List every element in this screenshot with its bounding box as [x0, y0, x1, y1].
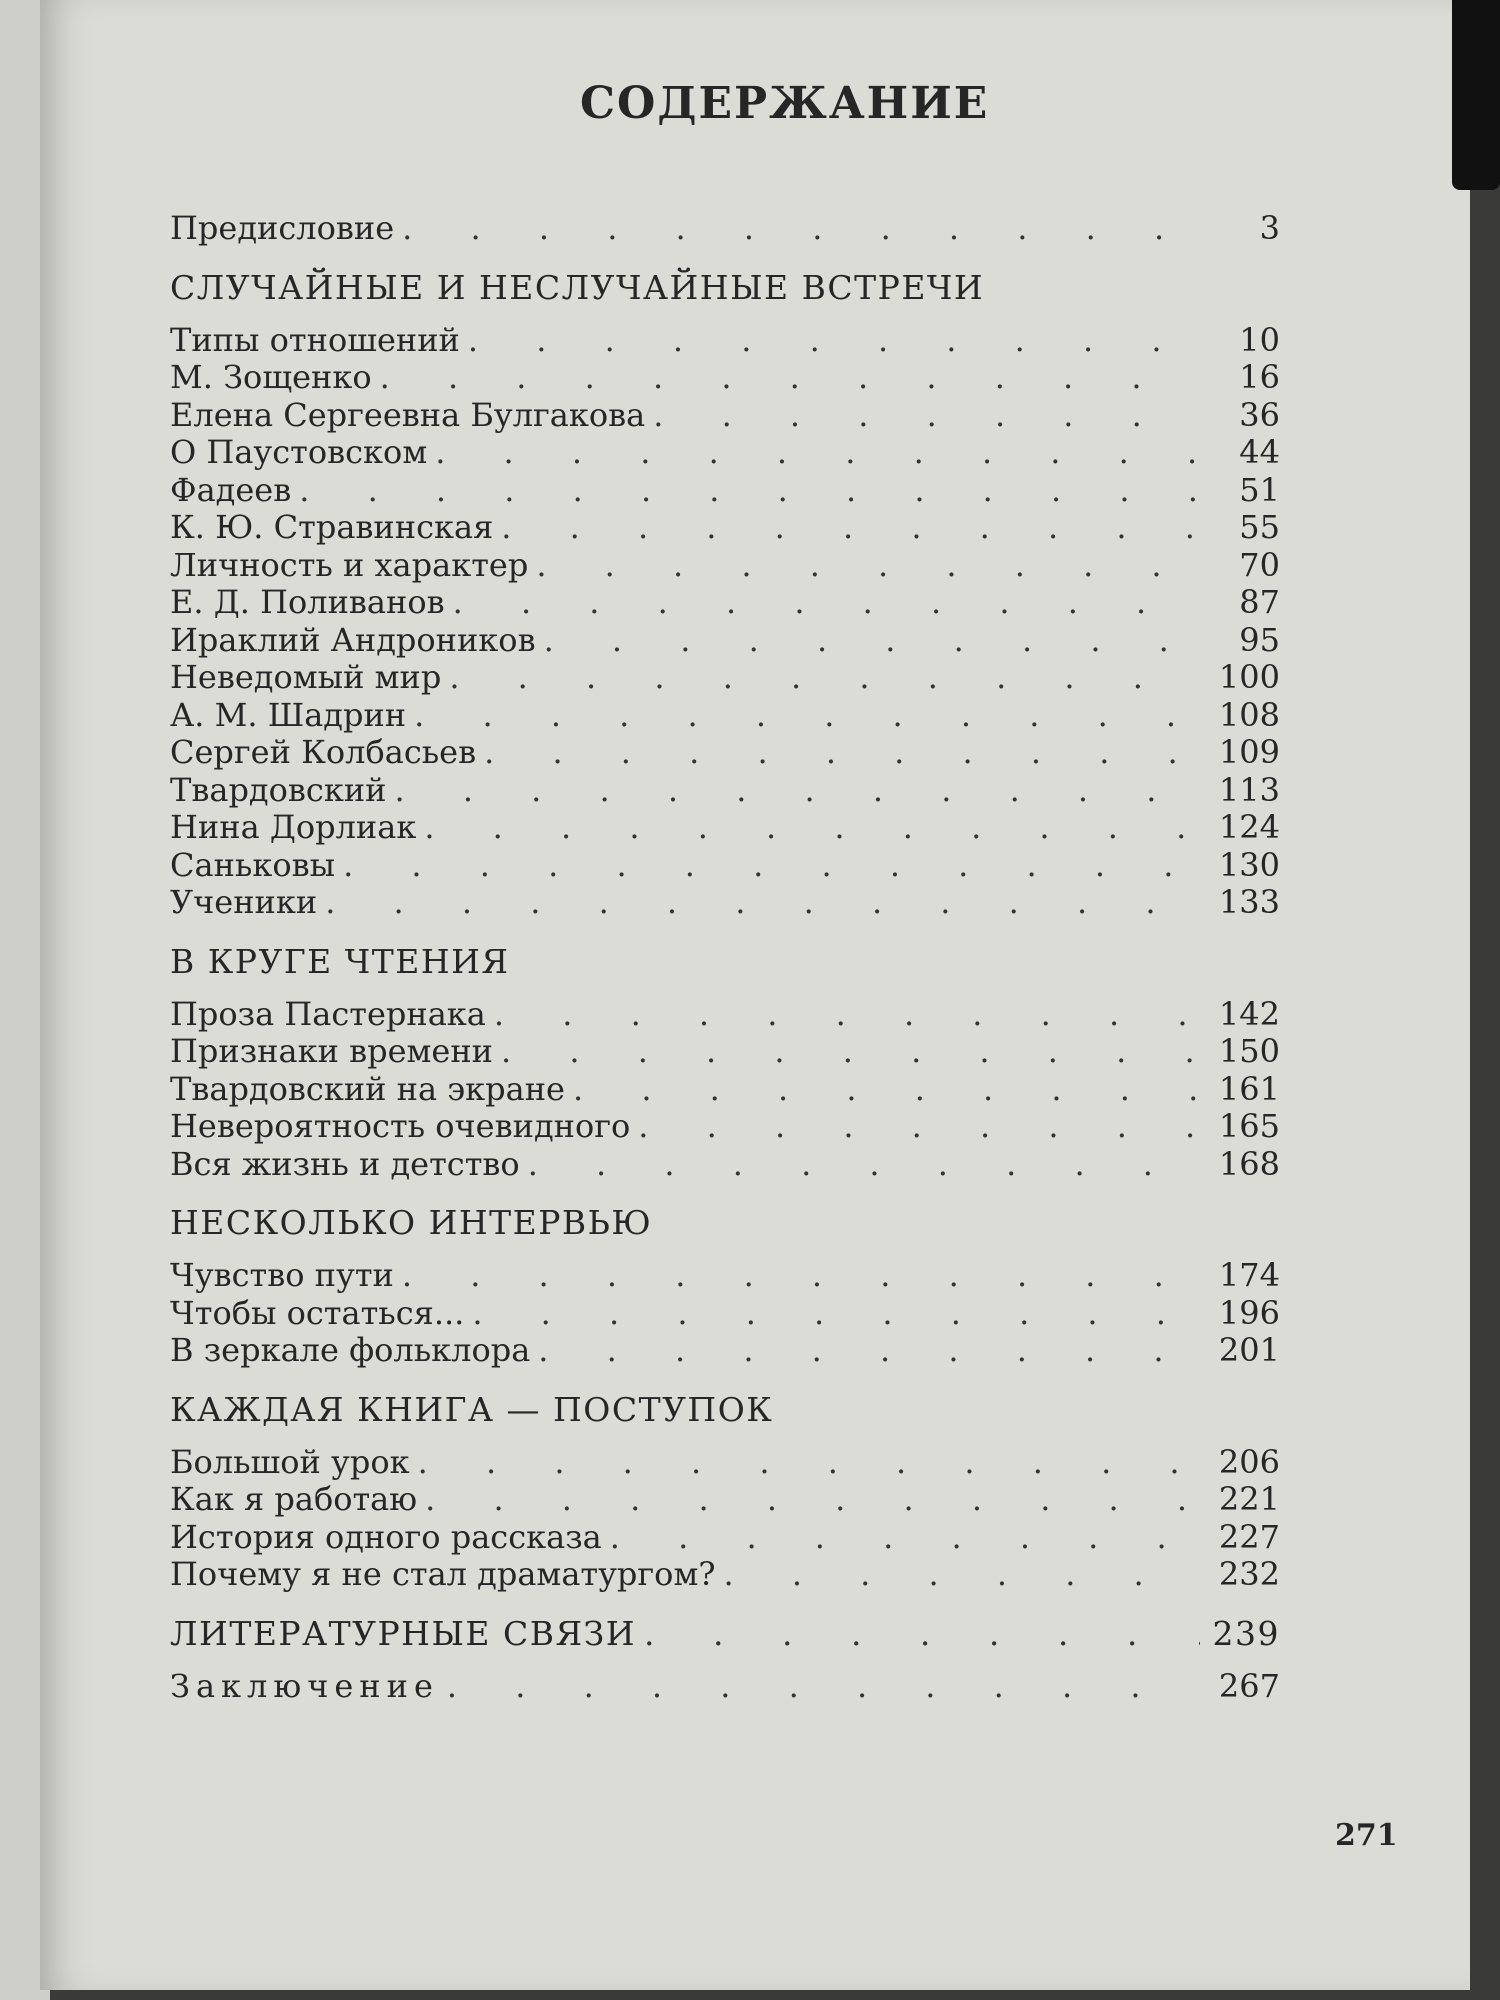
dot-leader [414, 697, 1200, 735]
toc-entry [170, 1332, 1280, 1370]
toc-entry-page: 55 [1239, 508, 1280, 546]
toc-entry-page: 36 [1239, 395, 1280, 434]
toc-entry-page: 87 [1239, 583, 1280, 621]
toc-entry [170, 1481, 1280, 1519]
toc-entry-page: 174 [1218, 1256, 1280, 1294]
toc-entry [170, 472, 1280, 510]
toc-entry-page: 168 [1218, 1144, 1280, 1183]
toc-entry-page: 239 [1212, 1613, 1280, 1653]
toc-entry-preface [170, 210, 1280, 248]
toc-entry-page: 150 [1218, 1032, 1280, 1070]
toc-entry [170, 809, 1280, 847]
binder-clip [1452, 0, 1500, 190]
toc-entry [170, 547, 1280, 585]
toc-entry [170, 1146, 1280, 1184]
toc-entry-label: О Паустовском [170, 433, 428, 471]
toc-entry [170, 622, 1280, 660]
toc-entry [170, 434, 1280, 472]
toc-entry-page: 113 [1218, 770, 1280, 809]
toc-entry-label: Ученики [170, 883, 318, 921]
toc-entry [170, 1444, 1280, 1482]
toc-entry-label: Заключение [170, 1666, 439, 1705]
section-heading: КАЖДАЯ КНИГА — ПОСТУПОК [170, 1389, 774, 1429]
dot-leader [501, 1033, 1200, 1071]
toc-entry-page: 100 [1218, 658, 1280, 696]
toc-entry-label: Предисловие [170, 209, 395, 247]
toc-entry [170, 1071, 1280, 1109]
dot-leader [544, 622, 1200, 660]
toc-entry-page: 70 [1239, 545, 1280, 584]
table-of-contents [170, 210, 1280, 1705]
toc-entry-label: Твардовский [170, 770, 387, 809]
dot-leader [394, 772, 1200, 810]
dot-leader [653, 397, 1200, 435]
toc-entry-label: Твардовский на экране [170, 1069, 565, 1108]
section-heading: СЛУЧАЙНЫЕ И НЕСЛУЧАЙНЫЕ ВСТРЕЧИ [170, 267, 985, 307]
toc-entry-label: Елена Сергеевна Булгакова [170, 395, 646, 434]
toc-entry-label: Фадеев [170, 470, 292, 509]
toc-entry-label: К. Ю. Стравинская [170, 508, 494, 546]
toc-entry-label: А. М. Шадрин [170, 695, 407, 734]
toc-entry [170, 734, 1280, 772]
toc-entry [170, 772, 1280, 810]
dot-leader [484, 734, 1200, 772]
toc-entry-page: 109 [1218, 733, 1280, 771]
dot-leader [494, 996, 1200, 1034]
toc-entry-page: 221 [1218, 1480, 1280, 1518]
dot-leader [402, 1257, 1200, 1295]
toc-entry-page: 130 [1218, 845, 1280, 884]
dot-leader [453, 584, 1200, 622]
toc-entry-label: Как я работаю [170, 1480, 418, 1518]
dot-leader [449, 659, 1200, 697]
toc-entry [170, 322, 1280, 360]
toc-entry-page: 44 [1239, 433, 1280, 471]
toc-entry [170, 659, 1280, 697]
toc-entry-label: Саньковы [170, 845, 336, 884]
dot-leader [536, 547, 1200, 585]
dot-leader [380, 359, 1200, 397]
toc-entry-label: Нина Дорлиак [170, 808, 417, 846]
toc-entry-page: 165 [1218, 1107, 1280, 1145]
dot-leader [472, 1295, 1200, 1333]
toc-entry [170, 1556, 1280, 1594]
toc-entry-page: 108 [1218, 695, 1280, 734]
page-title: СОДЕРЖАНИЕ [580, 78, 990, 129]
toc-entry-page: 95 [1239, 620, 1280, 659]
toc-entry [170, 1108, 1280, 1146]
toc-entry [170, 1257, 1280, 1295]
dot-leader [343, 847, 1200, 885]
dot-leader [528, 1146, 1200, 1184]
toc-entry-label: Е. Д. Поливанов [170, 583, 445, 621]
toc-entry-label: Ираклий Андроников [170, 620, 536, 659]
toc-entry [170, 996, 1280, 1034]
dot-leader [418, 1444, 1200, 1482]
dot-leader [723, 1556, 1200, 1594]
toc-entry-page: 206 [1218, 1442, 1280, 1481]
toc-entry [170, 584, 1280, 622]
toc-entry [170, 1033, 1280, 1071]
dot-leader [325, 884, 1200, 922]
toc-entry-label: Вся жизнь и детство [170, 1144, 520, 1183]
dot-leader [447, 1668, 1200, 1706]
toc-entry-page: 196 [1218, 1293, 1280, 1332]
toc-entry-label: История одного рассказа [170, 1517, 602, 1556]
dot-leader [538, 1332, 1200, 1370]
toc-entry-label: Невероятность очевидного [170, 1107, 631, 1145]
toc-entry [170, 697, 1280, 735]
toc-entry-page: 232 [1218, 1555, 1280, 1593]
toc-entry [170, 397, 1280, 435]
dot-leader [638, 1108, 1200, 1146]
toc-entry-label: Сергей Колбасьев [170, 733, 477, 771]
dot-leader [402, 210, 1200, 248]
toc-entry [170, 359, 1280, 397]
toc-entry-page: 124 [1218, 808, 1280, 846]
toc-entry-page: 227 [1218, 1517, 1280, 1556]
toc-entry-literary-links [170, 1612, 1280, 1656]
dot-leader [424, 809, 1200, 847]
toc-entry-label: Признаки времени [170, 1032, 493, 1070]
toc-entry-page: 133 [1218, 883, 1280, 921]
dot-leader [425, 1481, 1200, 1519]
section-heading: НЕСКОЛЬКО ИНТЕРВЬЮ [170, 1203, 653, 1242]
toc-entry-label: Проза Пастернака [170, 994, 486, 1033]
toc-entry [170, 1295, 1280, 1333]
dot-leader [468, 322, 1200, 360]
toc-entry-page: 267 [1218, 1666, 1280, 1705]
toc-entry-label: Неведомый мир [170, 658, 442, 696]
toc-entry [170, 1519, 1280, 1557]
page-number: 271 [1335, 1818, 1398, 1853]
dot-leader [501, 509, 1200, 547]
toc-entry-label: М. Зощенко [170, 358, 372, 396]
toc-entry-page: 142 [1218, 994, 1280, 1033]
toc-entry-conclusion [170, 1668, 1280, 1706]
toc-entry-page: 161 [1218, 1069, 1280, 1108]
toc-entry-label: Чувство пути [170, 1256, 394, 1294]
toc-entry [170, 884, 1280, 922]
toc-entry-page: 3 [1259, 209, 1280, 247]
toc-entry-page: 51 [1239, 470, 1280, 509]
toc-entry-label: Почему я не стал драматургом? [170, 1555, 716, 1593]
dot-leader [435, 434, 1200, 472]
toc-entry-label: В зеркале фольклора [170, 1331, 531, 1369]
toc-entry-label: Большой урок [170, 1442, 410, 1481]
section-heading: В КРУГЕ ЧТЕНИЯ [170, 941, 510, 981]
toc-entry-label: Личность и характер [170, 545, 529, 584]
dot-leader [644, 1612, 1200, 1656]
dot-leader [299, 472, 1200, 510]
toc-entry [170, 509, 1280, 547]
toc-entry-page: 201 [1218, 1331, 1280, 1369]
toc-entry-label: Чтобы остаться... [170, 1293, 465, 1332]
dot-leader [610, 1519, 1200, 1557]
toc-entry [170, 847, 1280, 885]
dot-leader [573, 1071, 1200, 1109]
toc-entry-page: 16 [1239, 358, 1280, 396]
toc-entry-label: ЛИТЕРАТУРНЫЕ СВЯЗИ [170, 1613, 636, 1653]
toc-entry-label: Типы отношений [170, 320, 460, 359]
toc-entry-page: 10 [1239, 320, 1280, 359]
